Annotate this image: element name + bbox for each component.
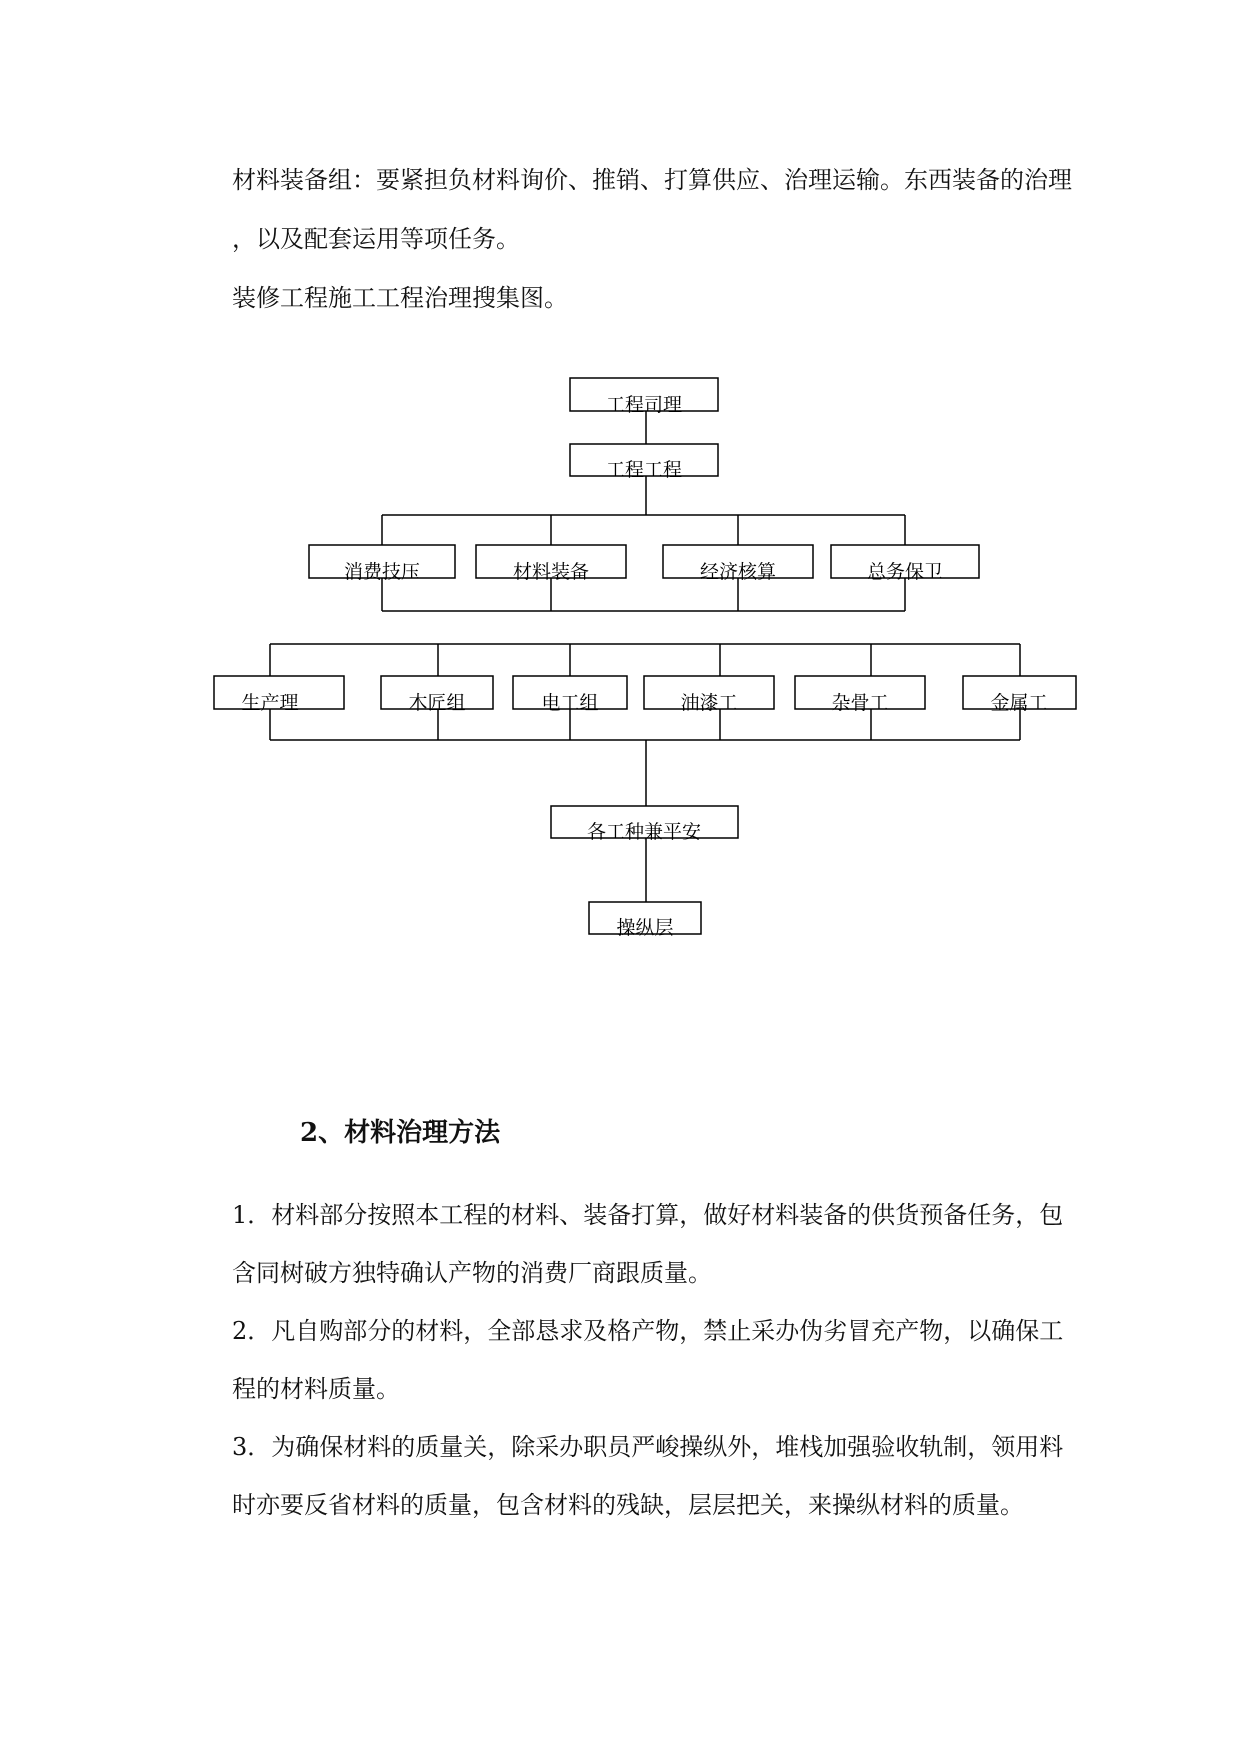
section-heading: 2、材料治理方法: [300, 1118, 501, 1148]
label-specialists: 各工种兼平安: [586, 821, 702, 843]
label-team-2: 木匠组: [408, 692, 466, 714]
label-team-1: 生产理: [241, 692, 299, 714]
label-team-4: 油漆工: [680, 692, 738, 714]
item-2-line-2: 程的材料质量。: [232, 1375, 400, 1403]
item-1-line-1: 1．材料部分按照本工程的材料、装备打算，做好材料装备的供货预备任务，包: [232, 1201, 1064, 1229]
label-dept-production: 消费技压: [343, 561, 421, 583]
label-team-6: 金属工: [990, 692, 1048, 714]
item-3-line-1: 3．为确保材料的质量关，除采办职员严峻操纵外，堆栈加强验收轨制，领用料: [232, 1433, 1064, 1461]
label-team-3: 电工组: [541, 692, 599, 714]
intro-line-3: 装修工程施工工程治理搜集图。: [232, 284, 568, 312]
intro-line-1: 材料装备组：要紧担负材料询价、推销、打算供应、治理运输。东西装备的治理: [232, 166, 1072, 194]
intro-line-2: ，以及配套运用等项任务。: [232, 225, 520, 253]
label-dept-security: 总务保卫: [866, 561, 944, 583]
label-team-5: 杂骨工: [831, 692, 889, 714]
item-2-line-1: 2．凡自购部分的材料，全部恳求及格产物，禁止采办伪劣冒充产物，以确保工: [232, 1317, 1064, 1345]
item-3-line-2: 时亦要反省材料的质量，包含材料的残缺，层层把关，来操纵材料的质量。: [232, 1491, 1024, 1519]
label-project-manager: 工程工程: [605, 459, 683, 481]
label-operation-layer: 操纵层: [616, 917, 674, 939]
label-dept-materials: 材料装备: [512, 561, 590, 583]
label-dept-accounting: 经济核算: [699, 561, 777, 583]
label-project-director: 工程司理: [605, 394, 683, 416]
item-1-line-2: 含同树破方独特确认产物的消费厂商跟质量。: [232, 1259, 712, 1287]
